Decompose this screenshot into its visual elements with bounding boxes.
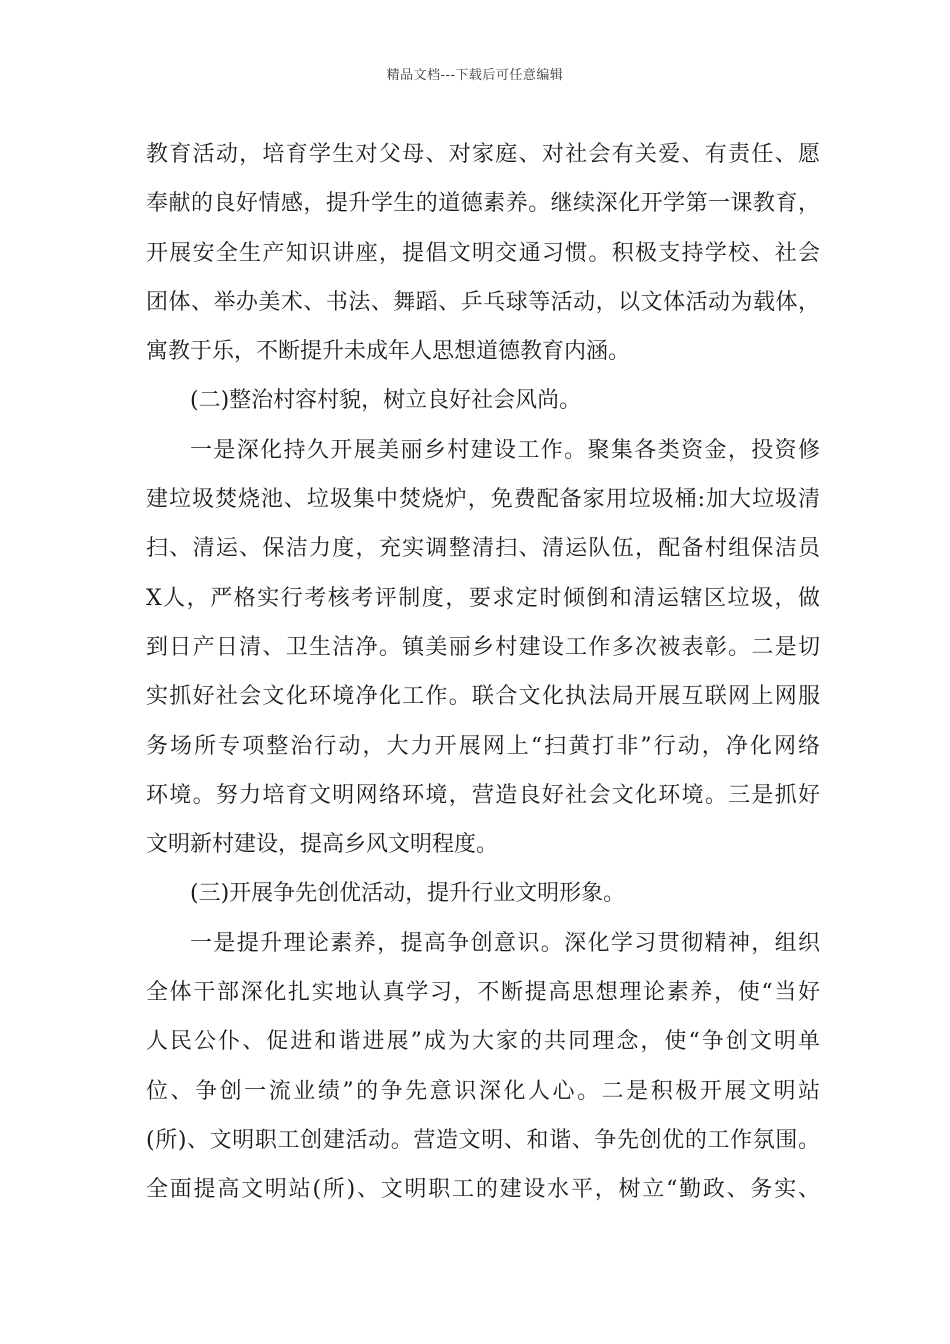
paragraph-line: 到日产日清、卫生洁净。镇美丽乡村建设工作多次被表彰。二是切 [146,634,820,660]
paragraph-line: 位、争创一流业绩”的争先意识深化人心。二是积极开展文明站 [146,1078,820,1104]
paragraph-line: 全面提高文明站(所)、文明职工的建设水平，树立“勤政、务实、 [146,1177,820,1203]
paragraph-line: 奉献的良好情感，提升学生的道德素养。继续深化开学第一课教育， [146,191,820,217]
paragraph-line: 扫、清运、保洁力度，充实调整清扫、清运队伍，配备村组保洁员 [146,536,820,562]
paragraph-line: 团体、举办美术、书法、舞蹈、乒乓球等活动，以文体活动为载体， [146,289,820,315]
paragraph-line: 实抓好社会文化环境净化工作。联合文化执法局开展互联网上网服 [146,684,820,710]
paragraph-line: 建垃圾焚烧池、垃圾集中焚烧炉，免费配备家用垃圾桶:加大垃圾清 [146,487,820,513]
section-heading: (二)整治村容村貌，树立良好社会风尚。 [190,388,582,414]
paragraph-line: (所)、文明职工创建活动。营造文明、和谐、争先创优的工作氛围。 [146,1127,820,1153]
paragraph-line: 一是深化持久开展美丽乡村建设工作。聚集各类资金，投资修 [190,437,820,463]
paragraph-line: 人民公仆、促进和谐进展”成为大家的共同理念，使“争创文明单 [146,1029,820,1055]
paragraph-line: 寓教于乐，不断提升未成年人思想道德教育内涵。 [146,339,631,365]
paragraph-line: 务场所专项整治行动，大力开展网上“扫黄打非”行动，净化网络 [146,733,820,759]
paragraph-line: 全体干部深化扎实地认真学习，不断提高思想理论素养，使“当好 [146,980,820,1006]
paragraph-line: 环境。努力培育文明网络环境，营造良好社会文化环境。三是抓好 [146,782,820,808]
paragraph-line: 文明新村建设，提高乡风文明程度。 [146,832,499,858]
paragraph-line: 开展安全生产知识讲座，提倡文明交通习惯。积极支持学校、社会 [146,240,820,266]
page-header: 精品文档---下载后可任意编辑 [386,68,564,83]
document-body [146,130,820,1215]
section-heading: (三)开展争先创优活动，提升行业文明形象。 [190,881,626,907]
paragraph-line: 教育活动，培育学生对父母、对家庭、对社会有关爱、有责任、愿 [146,142,820,167]
paragraph-line: X人，严格实行考核考评制度，要求定时倾倒和清运辖区垃圾，做 [146,585,820,611]
paragraph-line: 一是提升理论素养，提高争创意识。深化学习贯彻精神，组织 [190,930,820,956]
